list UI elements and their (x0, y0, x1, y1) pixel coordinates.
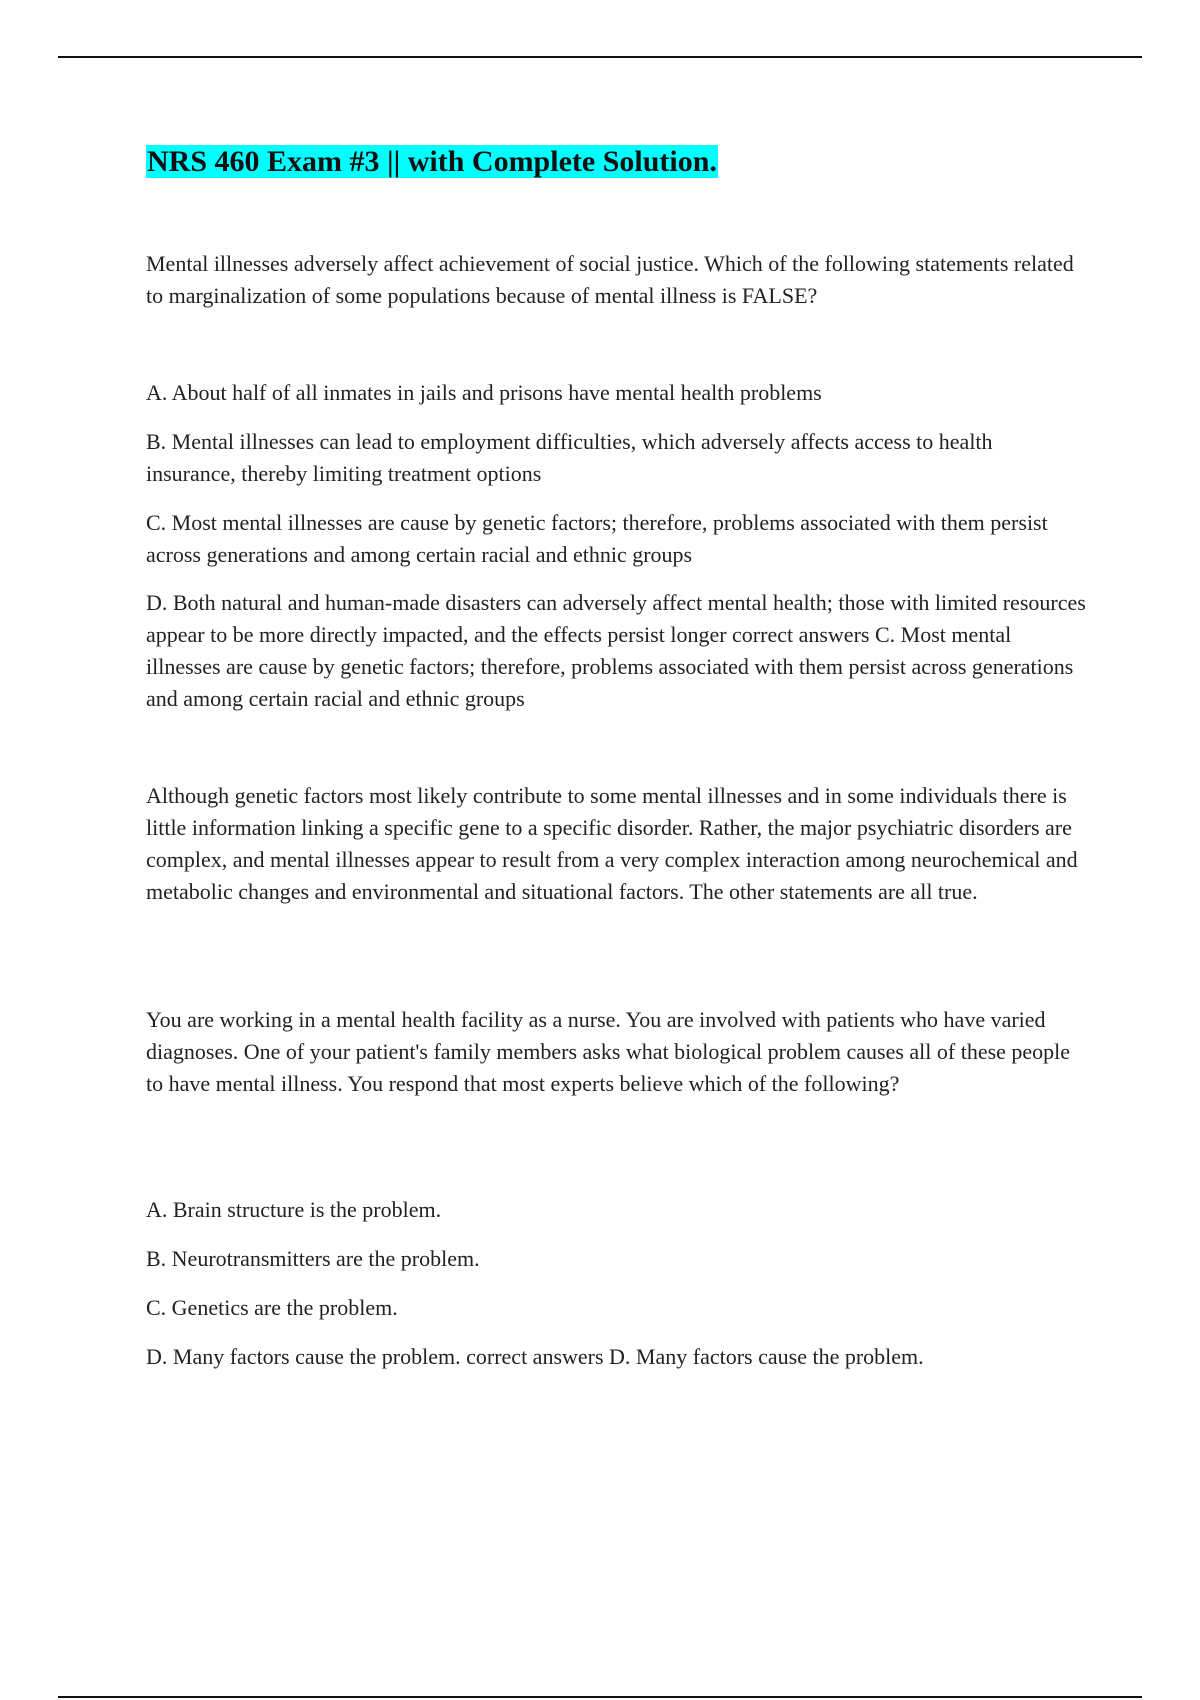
question-1-option-c: C. Most mental illnesses are cause by genetic factors; therefore, problems associated with them persist across generations and among certain racial and ethnic groups (146, 510, 1048, 567)
title-highlight: NRS 460 Exam #3 || with Complete Solution. (147, 145, 717, 178)
document-title (146, 143, 718, 181)
question-2-option-c: C. Genetics are the problem. (146, 1295, 398, 1320)
question-2-option-d: D. Many factors cause the problem. correct answers D. Many factors cause the problem. (146, 1344, 924, 1369)
question-1-stem: Mental illnesses adversely affect achievement of social justice. Which of the following statements related to marginalization of some populations because of mental illness is FALSE? (146, 251, 1074, 308)
question-1-rationale: Although genetic factors most likely contribute to some mental illnesses and in some individuals there is little information linking a specific gene to a specific disorder. Rather, the major psychiatric disorders are complex, and mental illnesses appear to result from a very complex interaction among neurochemical and metabolic changes and environmental and situational factors. The other statements are all true. (146, 783, 1078, 904)
question-2-stem: You are working in a mental health facility as a nurse. You are involved with patients who have varied diagnoses. One of your patient's family members asks what biological problem causes all of these people to have mental illness. You respond that most experts believe which of the following? (146, 1007, 1071, 1096)
question-2-option-b: B. Neurotransmitters are the problem. (146, 1246, 480, 1271)
question-2-option-a: A. Brain structure is the problem. (146, 1197, 442, 1222)
top-rule (58, 56, 1142, 58)
bottom-rule (58, 1696, 1142, 1698)
question-1-option-d: D. Both natural and human-made disasters can adversely affect mental health; those with limited resources appear to be more directly impacted, and the effects persist longer correct answers C. Most mental illnesses are cause by genetic factors; therefore, problems associated with them persist across generations and among certain racial and ethnic groups (146, 590, 1086, 711)
question-1-option-b: B. Mental illnesses can lead to employment difficulties, which adversely affects access to health insurance, thereby limiting treatment options (146, 429, 993, 486)
question-1-option-a: A. About half of all inmates in jails and prisons have mental health problems (146, 380, 822, 405)
